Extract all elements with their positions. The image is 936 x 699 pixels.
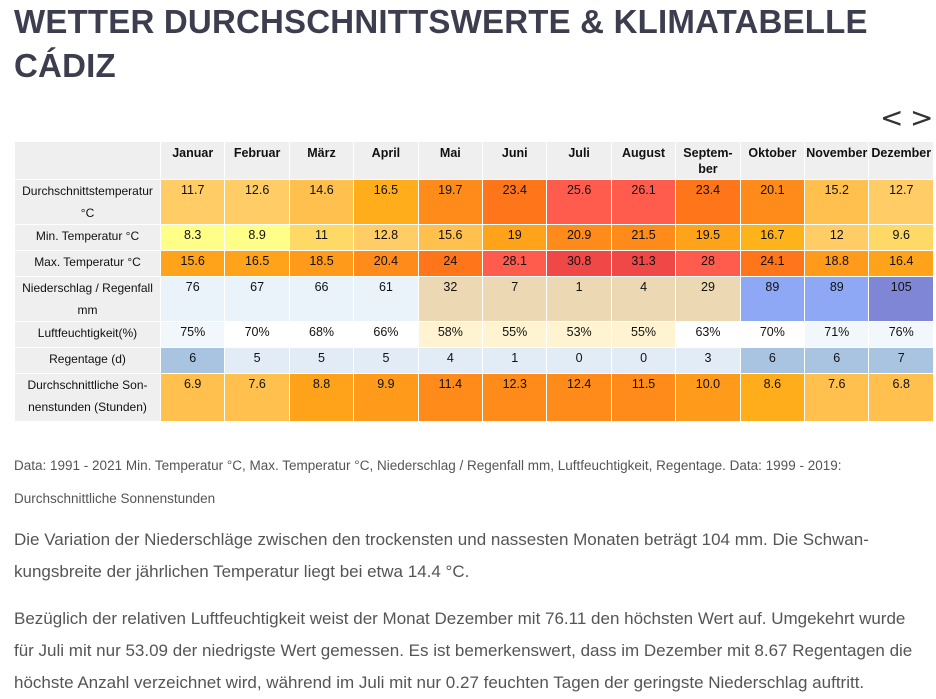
table-cell: 7.6	[225, 374, 289, 422]
table-cell: 1	[547, 277, 611, 322]
row-label: Luftfeuchtigkeit(%)	[15, 322, 161, 348]
table-cell: 12.7	[869, 180, 934, 225]
table-cell: 11.4	[418, 374, 482, 422]
month-header: August	[611, 142, 675, 180]
table-cell: 16.5	[225, 251, 289, 277]
table-cell: 16.7	[740, 225, 804, 251]
table-cell: 55%	[483, 322, 547, 348]
table-cell: 10.0	[676, 374, 740, 422]
table-row	[15, 180, 934, 225]
table-cell: 25.6	[547, 180, 611, 225]
table-cell: 11.7	[161, 180, 225, 225]
table-row	[15, 277, 934, 322]
paragraph-humidity: Bezüglich der relativen Luftfeuchtigkeit weist der Monat Dezember mit 76.11 den höchsten Wert auf. Umgekehrt wurde für Juli mit nur 53.09 der niedrigste Wert gemessen. Es ist bemerkenswert, dass im Dezember mit 8.67 Regentagen die höchste Anzahl verzeichnet wird, während im Juli mit nur 0.27 feuchten Tagen der geringste Niederschlag auftritt.	[14, 609, 913, 692]
table-cell: 32	[418, 277, 482, 322]
month-header: Juli	[547, 142, 611, 180]
table-cell: 0	[611, 348, 675, 374]
table-row	[15, 348, 934, 374]
table-cell: 8.9	[225, 225, 289, 251]
table-cell: 9.9	[354, 374, 418, 422]
table-cell: 29	[676, 277, 740, 322]
data-source-note: Data: 1991 - 2021 Min. Temperatur °C, Max. Temperatur °C, Niederschlag / Regenfall mm, Luftfeuchtigkeit, Regentage. Data: 1999 - 2019: Durchschnittliche Sonnenstunden	[14, 458, 842, 506]
previous-arrow-icon[interactable]: <	[880, 101, 904, 134]
month-header: Dezember	[869, 142, 934, 180]
table-cell: 16.5	[354, 180, 418, 225]
month-header: März	[289, 142, 353, 180]
next-arrow-icon[interactable]: >	[910, 101, 934, 134]
table-cell: 8.8	[289, 374, 353, 422]
month-header: Juni	[483, 142, 547, 180]
table-cell: 12.8	[354, 225, 418, 251]
table-cell: 6	[740, 348, 804, 374]
table-cell: 71%	[805, 322, 869, 348]
table-cell: 28	[676, 251, 740, 277]
table-cell: 31.3	[611, 251, 675, 277]
table-row	[15, 251, 934, 277]
table-cell: 15.6	[418, 225, 482, 251]
table-cell: 19.5	[676, 225, 740, 251]
table-cell: 12.6	[225, 180, 289, 225]
month-header: Februar	[225, 142, 289, 180]
table-row	[15, 225, 934, 251]
table-cell: 55%	[611, 322, 675, 348]
table-cell: 30.8	[547, 251, 611, 277]
table-cell: 6.9	[161, 374, 225, 422]
table-cell: 11.5	[611, 374, 675, 422]
table-cell: 7.6	[805, 374, 869, 422]
table-cell: 6.8	[869, 374, 934, 422]
table-cell: 12.4	[547, 374, 611, 422]
row-label: Min. Temperatur °C	[15, 225, 161, 251]
table-cell: 23.4	[676, 180, 740, 225]
table-cell: 6	[161, 348, 225, 374]
table-cell: 105	[869, 277, 934, 322]
table-cell: 12.3	[483, 374, 547, 422]
table-cell: 70%	[740, 322, 804, 348]
table-cell: 75%	[161, 322, 225, 348]
table-cell: 76	[161, 277, 225, 322]
table-row	[15, 322, 934, 348]
row-label: Niederschlag / Regenfall mm	[15, 277, 161, 322]
table-cell: 26.1	[611, 180, 675, 225]
table-cell: 4	[611, 277, 675, 322]
table-cell: 16.4	[869, 251, 934, 277]
table-cell: 68%	[289, 322, 353, 348]
table-cell: 63%	[676, 322, 740, 348]
table-cell: 61	[354, 277, 418, 322]
table-cell: 5	[289, 348, 353, 374]
table-cell: 8.6	[740, 374, 804, 422]
table-cell: 23.4	[483, 180, 547, 225]
table-cell: 5	[354, 348, 418, 374]
month-header: November	[805, 142, 869, 180]
table-cell: 12	[805, 225, 869, 251]
month-header: Mai	[418, 142, 482, 180]
table-cell: 7	[483, 277, 547, 322]
table-body	[15, 180, 934, 422]
table-cell: 7	[869, 348, 934, 374]
table-cell: 11	[289, 225, 353, 251]
table-cell: 4	[418, 348, 482, 374]
row-label: Durchschnittliche Son-nenstunden (Stunden)	[15, 374, 161, 422]
table-cell: 67	[225, 277, 289, 322]
table-cell: 6	[805, 348, 869, 374]
table-cell: 24	[418, 251, 482, 277]
month-header: Oktober	[740, 142, 804, 180]
table-corner-cell	[15, 142, 161, 180]
table-cell: 0	[547, 348, 611, 374]
table-cell: 20.9	[547, 225, 611, 251]
table-cell: 20.1	[740, 180, 804, 225]
table-row	[15, 374, 934, 422]
table-header-row	[15, 142, 934, 180]
table-cell: 76%	[869, 322, 934, 348]
row-label: Max. Temperatur °C	[15, 251, 161, 277]
table-cell: 66	[289, 277, 353, 322]
table-cell: 28.1	[483, 251, 547, 277]
table-cell: 18.8	[805, 251, 869, 277]
table-cell: 19.7	[418, 180, 482, 225]
table-cell: 21.5	[611, 225, 675, 251]
table-cell: 1	[483, 348, 547, 374]
table-cell: 53%	[547, 322, 611, 348]
table-cell: 89	[805, 277, 869, 322]
month-header: April	[354, 142, 418, 180]
table-cell: 18.5	[289, 251, 353, 277]
table-cell: 5	[225, 348, 289, 374]
table-cell: 3	[676, 348, 740, 374]
row-label: Durchschnittstemperatur °C	[15, 180, 161, 225]
page-title: WETTER DURCHSCHNITTSWERTE & KLIMATABELLE CÁDIZ	[14, 3, 868, 84]
month-header: Septem-ber	[676, 142, 740, 180]
table-cell: 15.2	[805, 180, 869, 225]
table-cell: 9.6	[869, 225, 934, 251]
table-cell: 70%	[225, 322, 289, 348]
table-cell: 14.6	[289, 180, 353, 225]
table-cell: 24.1	[740, 251, 804, 277]
row-label: Regentage (d)	[15, 348, 161, 374]
paragraph-precipitation: Die Variation der Niederschläge zwischen den trockensten und nassesten Monaten beträgt 104 mm. Die Schwan-kungsbreite der jährlichen Temperatur liegt bei etwa 14.4 °C.	[14, 530, 869, 581]
table-cell: 66%	[354, 322, 418, 348]
table-cell: 8.3	[161, 225, 225, 251]
climate-table	[14, 141, 934, 422]
table-cell: 58%	[418, 322, 482, 348]
table-cell: 89	[740, 277, 804, 322]
table-cell: 19	[483, 225, 547, 251]
table-cell: 15.6	[161, 251, 225, 277]
month-header: Januar	[161, 142, 225, 180]
table-cell: 20.4	[354, 251, 418, 277]
